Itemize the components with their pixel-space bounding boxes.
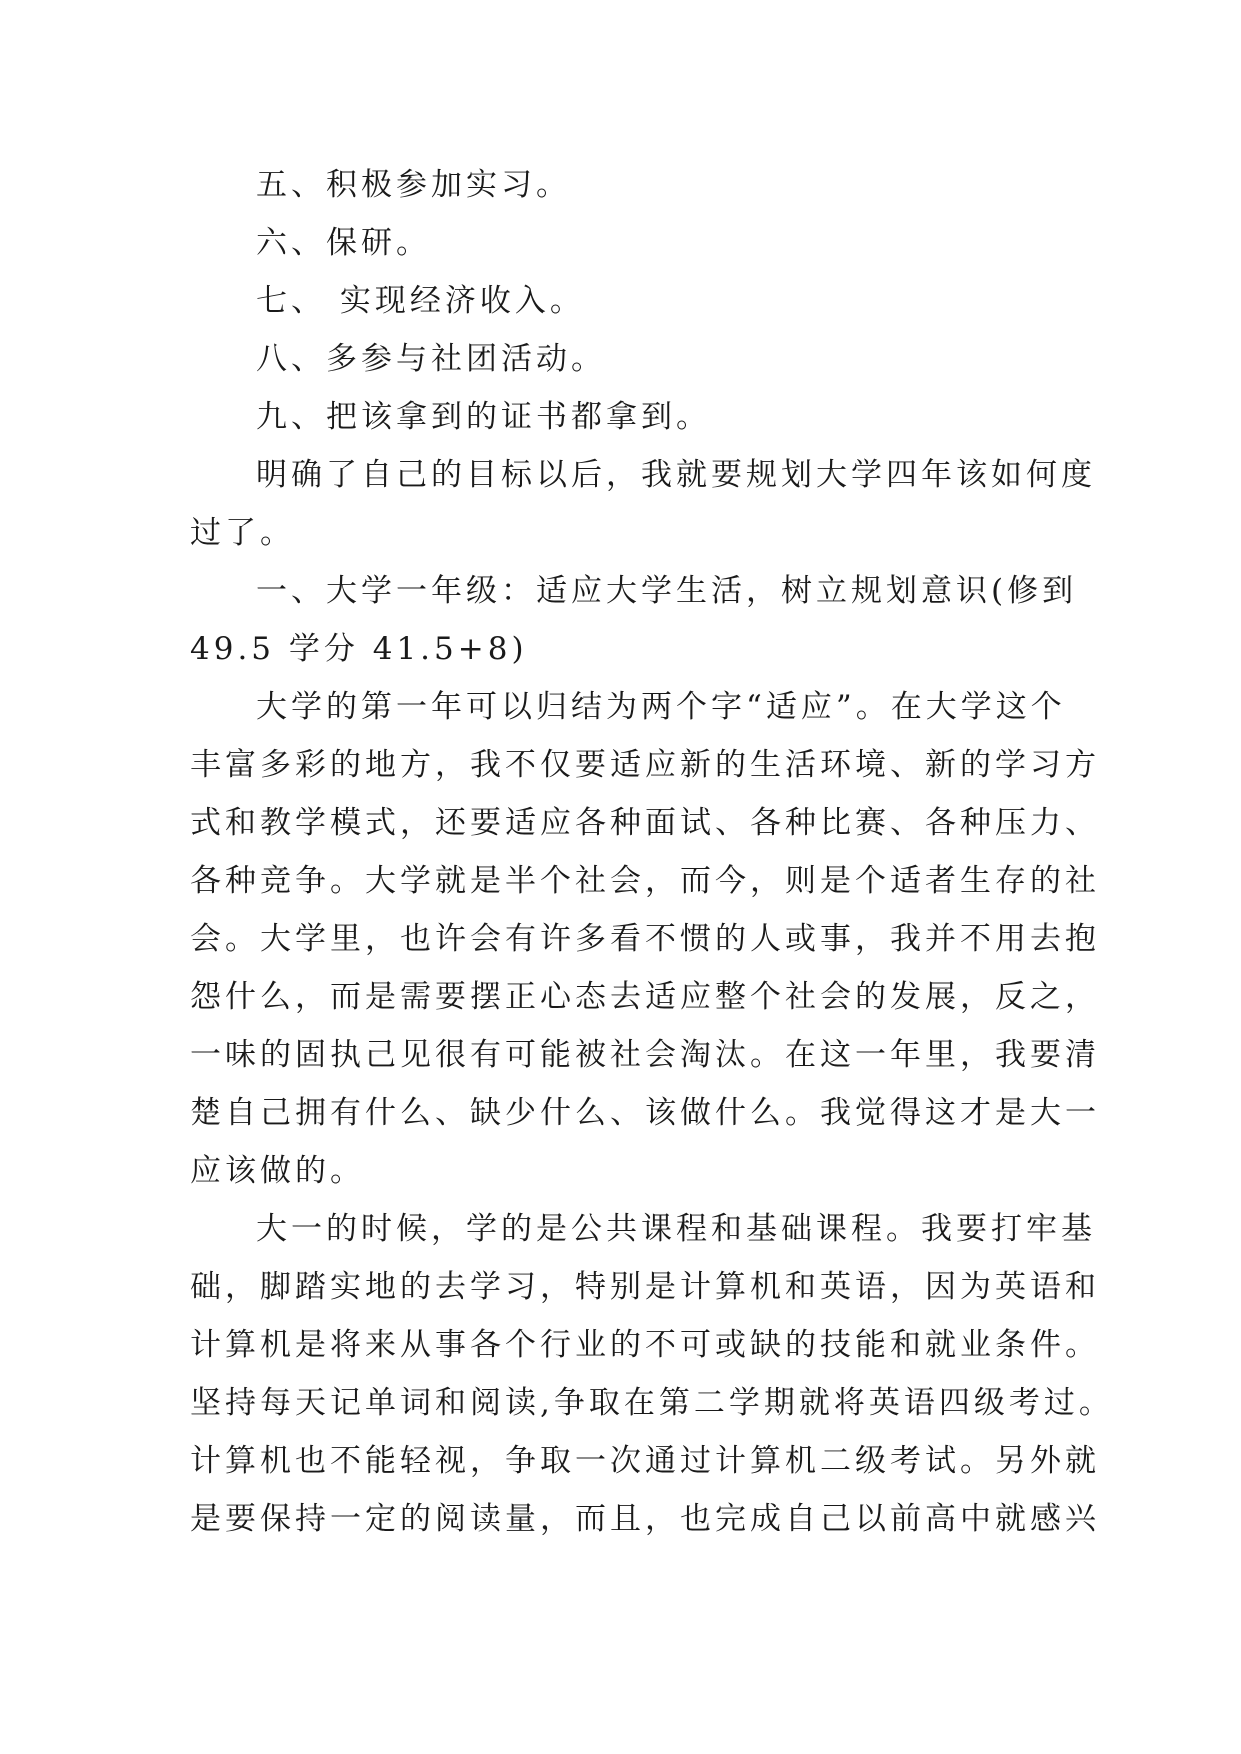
text-line: 怨什么，而是需要摆正心态去适应整个社会的发展，反之， bbox=[190, 979, 1100, 1015]
text-line: 式和教学模式，还要适应各种面试、各种比赛、各种压力、 bbox=[190, 805, 1100, 841]
text-line: 九、把该拿到的证书都拿到。 bbox=[256, 399, 711, 435]
document-page bbox=[190, 156, 1114, 1548]
text-line: 一、大学一年级：适应大学生活，树立规划意识(修到 bbox=[256, 573, 1078, 609]
text-line: 六、保研。 bbox=[256, 225, 431, 261]
text-line: 础，脚踏实地的去学习，特别是计算机和英语，因为英语和 bbox=[190, 1269, 1100, 1305]
text-line: 五、积极参加实习。 bbox=[256, 167, 571, 203]
text-line: 大学的第一年可以归结为两个字“适应”。在大学这个 bbox=[256, 689, 1066, 725]
text-line: 计算机也不能轻视，争取一次通过计算机二级考试。另外就 bbox=[190, 1443, 1100, 1479]
text-line: 过了。 bbox=[190, 515, 295, 551]
text-line: 坚持每天记单词和阅读,争取在第二学期就将英语四级考过。 bbox=[190, 1385, 1114, 1421]
text-line: 明确了自己的目标以后，我就要规划大学四年该如何度 bbox=[256, 457, 1096, 493]
text-line: 计算机是将来从事各个行业的不可或缺的技能和就业条件。 bbox=[190, 1327, 1100, 1363]
text-line: 八、多参与社团活动。 bbox=[256, 341, 606, 377]
text-line: 应该做的。 bbox=[190, 1153, 365, 1189]
text-line: 49.5 学分 41.5+8) bbox=[190, 631, 528, 667]
text-line: 会。大学里，也许会有许多看不惯的人或事，我并不用去抱 bbox=[190, 921, 1100, 957]
text-line: 楚自己拥有什么、缺少什么、该做什么。我觉得这才是大一 bbox=[190, 1095, 1100, 1131]
text-line: 是要保持一定的阅读量，而且，也完成自己以前高中就感兴 bbox=[190, 1501, 1100, 1537]
text-line: 各种竞争。大学就是半个社会，而今，则是个适者生存的社 bbox=[190, 863, 1100, 899]
text-line: 丰富多彩的地方，我不仅要适应新的生活环境、新的学习方 bbox=[190, 747, 1100, 783]
text-line: 大一的时候，学的是公共课程和基础课程。我要打牢基 bbox=[256, 1211, 1096, 1247]
text-line: 一味的固执己见很有可能被社会淘汰。在这一年里，我要清 bbox=[190, 1037, 1100, 1073]
text-line: 七、 实现经济收入。 bbox=[256, 283, 585, 319]
